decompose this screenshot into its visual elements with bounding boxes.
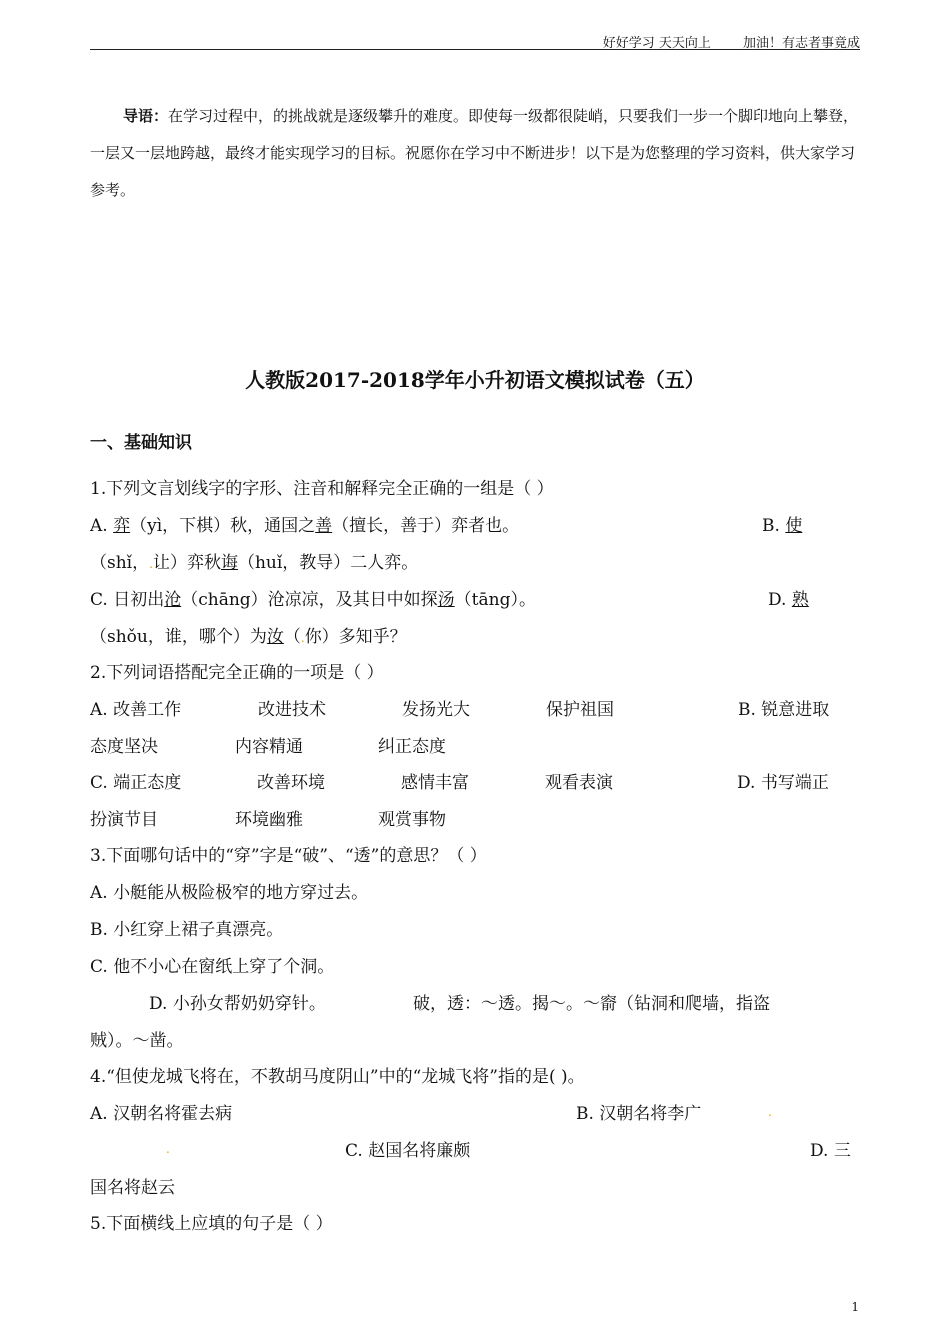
- header-left: 好好学习 天天向上: [602, 36, 711, 51]
- q1-a-prefix: A.: [90, 516, 114, 536]
- q2-item: 态度坚决: [90, 737, 158, 757]
- header-right: 加油！有志者事竟成: [742, 36, 860, 51]
- q4-option-b: B. 汉朝名将李广: [576, 1104, 702, 1124]
- mark-dot: .: [166, 1142, 170, 1156]
- q3-note-cont: 贼）。～凿。: [90, 1031, 184, 1051]
- q1-b-underlined: 使: [785, 516, 803, 536]
- q2-stem: 2.下列词语搭配完全正确的一项是（ ）: [90, 663, 384, 683]
- q2-item: B. 锐意进取: [738, 700, 830, 720]
- q1-d-underlined: 熟: [791, 590, 809, 610]
- q1-a-suffix: （擅长，善于）弈者也。: [332, 516, 520, 536]
- q3-option-b: B. 小红穿上裙子真漂亮。: [90, 920, 284, 940]
- q1-d2-suffix: 你）多知乎？: [304, 627, 407, 647]
- q1-d2-prefix: （shǒu，谁，哪个）为: [90, 627, 267, 647]
- q1-d2-middle: （: [283, 627, 301, 647]
- q1-a-underlined-2: 善: [315, 516, 333, 536]
- q1-option-b: [762, 511, 802, 536]
- intro-text: 在学习过程中，的挑战就是逐级攀升的难度。即使每一级都很陡峭，只要我们一步一个脚印地向上攀登，一层又一层地跨越，最终才能实现学习的目标。祝愿你在学习中不断进步！以下是为您整理的学习资料，供大家学习参考。: [90, 107, 859, 199]
- q4-option-d-cont: 国名将赵云: [90, 1178, 175, 1198]
- q2-item: 改进技术: [258, 700, 326, 720]
- q2-item: 纠正态度: [378, 737, 446, 757]
- q1-b2-underlined: 诲: [220, 553, 238, 573]
- q1-b-prefix: B.: [762, 516, 786, 536]
- q1-stem: 1.下列文言划线字的字形、注音和解释完全正确的一组是（ ）: [90, 479, 554, 499]
- header-rule: [90, 49, 860, 50]
- mark-dot: .: [300, 631, 305, 645]
- q5-stem: 5.下面横线上应填的句子是（ ）: [90, 1214, 333, 1234]
- q2-item: 感情丰富: [401, 773, 469, 793]
- q1-b2-middle: 让）弈秋: [152, 553, 221, 573]
- q4-option-c: C. 赵国名将廉颇: [345, 1141, 471, 1161]
- q3-option-a: A. 小艇能从极险极窄的地方穿过去。: [90, 883, 369, 903]
- q2-item: 内容精通: [235, 737, 303, 757]
- page-number: 1: [851, 1300, 859, 1314]
- q4-option-a: A. 汉朝名将霍去病: [90, 1104, 233, 1124]
- q2-item: 环境幽雅: [235, 810, 303, 830]
- q1-option-d-cont: [90, 622, 407, 647]
- q1-c-middle: （chāng）沧凉凉，及其日中如探: [181, 590, 438, 610]
- q2-item: 改善环境: [257, 773, 325, 793]
- q2-item: 保护祖国: [546, 700, 614, 720]
- q3-option-d: D. 小孙女帮奶奶穿针。: [149, 994, 326, 1014]
- mark-dot: .: [149, 557, 153, 571]
- q1-c-prefix: C. 日初出: [90, 590, 165, 610]
- q1-a-underlined-1: 弈: [113, 516, 131, 536]
- q1-option-a: [90, 511, 519, 536]
- q3-stem: 3.下面哪句话中的“穿”字是“破”、“透”的意思？（ ）: [90, 846, 487, 866]
- q1-c-suffix: （tāng）。: [454, 590, 536, 610]
- q2-item: A. 改善工作: [90, 700, 182, 720]
- q2-item: 扮演节目: [90, 810, 158, 830]
- intro-label: 导语：: [123, 107, 169, 125]
- q1-c-underlined-1: 沧: [164, 590, 182, 610]
- q1-d2-underlined: 汝: [266, 627, 284, 647]
- section-heading: 一、基础知识: [90, 433, 192, 453]
- q1-b2-prefix: （shǐ，: [90, 553, 150, 573]
- q3-option-c: C. 他不小心在窗纸上穿了个洞。: [90, 957, 335, 977]
- q3-note: 破，透：～透。揭～。～窬（钻洞和爬墙，指盗: [413, 994, 770, 1014]
- q2-item: 观看表演: [545, 773, 613, 793]
- q1-option-b-cont: [90, 548, 418, 573]
- q1-b2-suffix: （huǐ，教导）二人弈。: [237, 553, 419, 573]
- q2-item: C. 端正态度: [90, 773, 182, 793]
- q2-item: 观赏事物: [378, 810, 446, 830]
- q1-option-c: [90, 585, 536, 610]
- q2-item: 发扬光大: [402, 700, 470, 720]
- q2-item: D. 书写端正: [737, 773, 829, 793]
- q1-c-underlined-2: 汤: [437, 590, 455, 610]
- q4-option-d: D. 三: [810, 1141, 851, 1161]
- intro-paragraph: [90, 98, 860, 209]
- q1-a-middle: （yì，下棋）秋，通国之: [130, 516, 316, 536]
- q1-option-d: [768, 585, 809, 610]
- q1-d-prefix: D.: [768, 590, 792, 610]
- mark-dot: .: [768, 1105, 772, 1119]
- q4-stem: 4.“但使龙城飞将在，不教胡马度阴山”中的“龙城飞将”指的是( )。: [90, 1067, 585, 1087]
- exam-title: 人教版2017-2018学年小升初语文模拟试卷（五）: [245, 368, 705, 392]
